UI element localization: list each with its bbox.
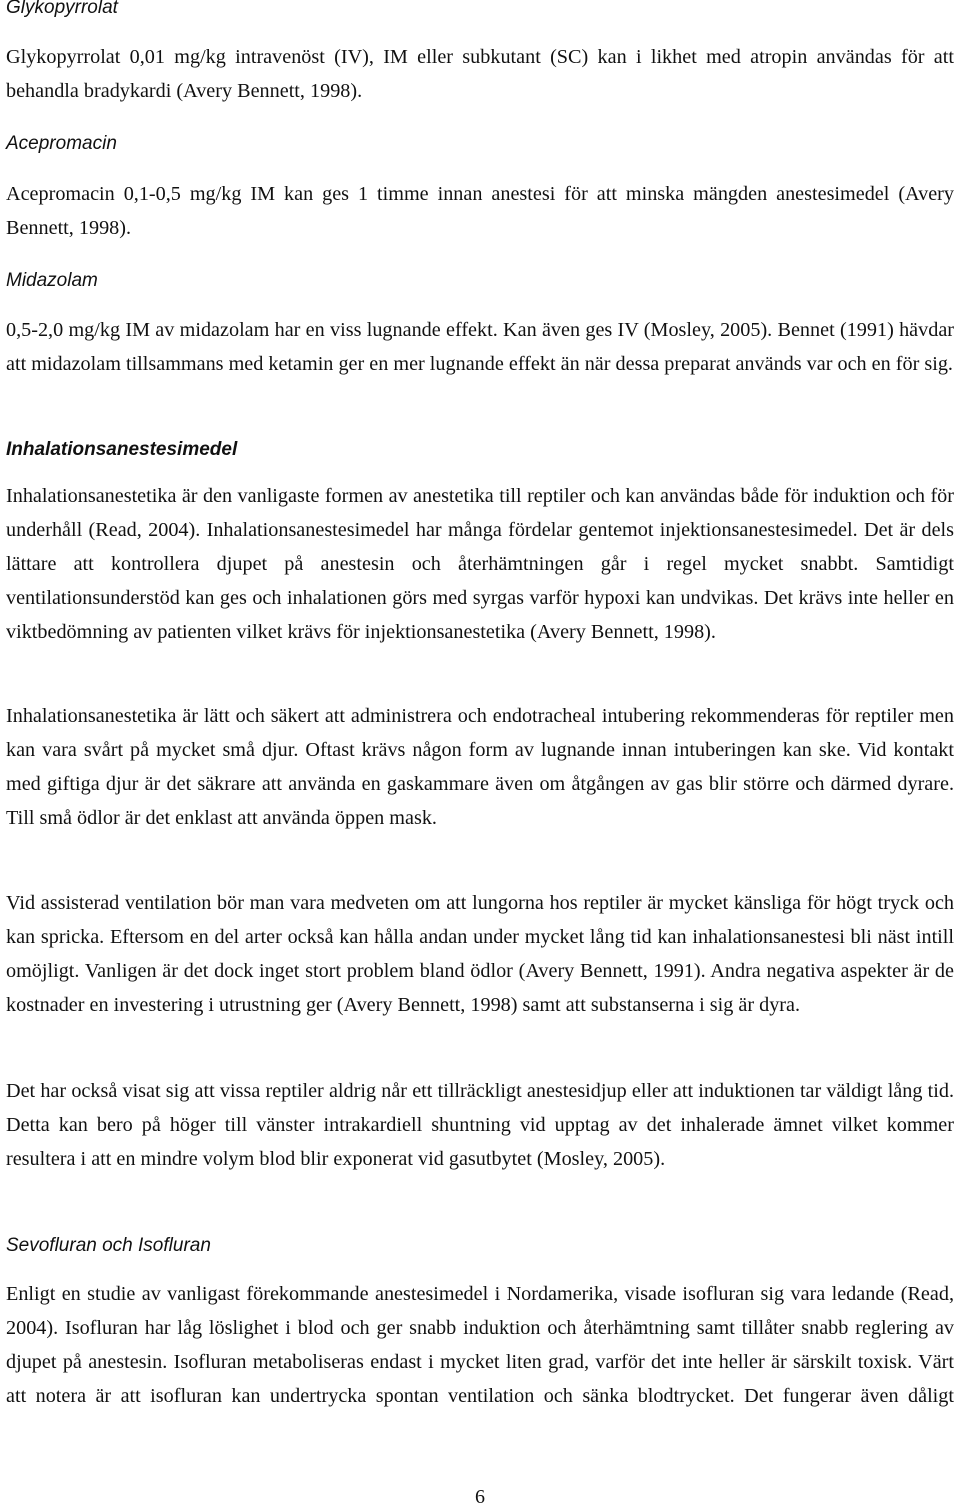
- heading-acepromacin: Acepromacin: [6, 133, 117, 154]
- page-number: 6: [475, 1486, 485, 1508]
- heading-sevofluran-isofluran: Sevofluran och Isofluran: [6, 1235, 211, 1256]
- paragraph-acepromacin: Acepromacin 0,1-0,5 mg/kg IM kan ges 1 timme innan anestesi för att minska mängden anestesimedel (Avery Bennett, 1998).: [6, 183, 954, 239]
- paragraph-inhalation-4: Det har också visat sig att vissa reptiler aldrig når ett tillräckligt anestesidjup eller att induktionen tar väldigt lång tid. Detta kan bero på höger till vänster intrakardiell shuntning vid upptag av det inhalerade ämnet vilket kommer resultera i att en mindre volym blod blir exponerat vid gasutbytet (Mosley, 2005).: [6, 1080, 954, 1170]
- paragraph-inhalation-3: Vid assisterad ventilation bör man vara medveten om att lungorna hos reptiler är mycket känsliga för högt tryck och kan spricka. Eftersom en del arter också kan hålla andan under mycket lång tid kan inhalationsanestesi bli näst intill omöjligt. Vanligen är det dock inget stort problem bland ödlor (Avery Bennett, 1991). Andra negativa aspekter är de kostnader en investering i utrustning ger (Avery Bennett, 1998) samt att substanserna i sig är dyra.: [6, 892, 954, 1016]
- paragraph-glykopyrrolat: Glykopyrrolat 0,01 mg/kg intravenöst (IV), IM eller subkutant (SC) kan i likhet med atropin användas för att behandla bradykardi (Avery Bennett, 1998).: [6, 46, 954, 102]
- heading-glykopyrrolat: Glykopyrrolat: [6, 0, 118, 18]
- heading-midazolam: Midazolam: [6, 270, 98, 291]
- paragraph-inhalation-1: Inhalationsanestetika är den vanligaste formen av anestetika till reptiler och kan användas både för induktion och för underhåll (Read, 2004). Inhalationsanestesimedel har många fördelar gentemot injektionsanestesimedel. Det är dels lättare att kontrollera djupet på anestesin och återhämtningen går i regel mycket snabbt. Samtidigt ventilationsunderstöd kan ges och inhalationen görs med syrgas varför hypoxi kan undvikas. Det krävs inte heller en viktbedömning av patienten vilket krävs för injektionsanestetika (Avery Bennett, 1998).: [6, 485, 954, 643]
- paragraph-midazolam: 0,5-2,0 mg/kg IM av midazolam har en viss lugnande effekt. Kan även ges IV (Mosley, 2005). Bennet (1991) hävdar att midazolam tillsammans med ketamin ger en mer lugnande effekt än när dessa preparat används var och en för sig.: [6, 319, 954, 375]
- paragraph-inhalation-2: Inhalationsanestetika är lätt och säkert att administrera och endotracheal intubering rekommenderas för reptiler men kan vara svårt på mycket små djur. Oftast krävs någon form av lugnande innan intuberingen kan ske. Vid kontakt med giftiga djur är det säkrare att använda en gaskammare även om åtgången av gas blir större och därmed dyrare. Till små ödlor är det enklast att använda öppen mask.: [6, 705, 954, 829]
- heading-inhalationsanestesimedel: Inhalationsanestesimedel: [6, 439, 238, 460]
- paragraph-sevofluran: Enligt en studie av vanligast förekommande anestesimedel i Nordamerika, visade isofluran sig vara ledande (Read, 2004). Isofluran har låg löslighet i blod och ger snabb induktion och återhämtning samt tillåter snabb reglering av djupet på anestesin. Isofluran metaboliseras endast i mycket liten grad, varför det inte heller är särskilt toxisk. Värt att notera är att isofluran kan undertrycka spontan ventilation och sänka blodtrycket. Det fungerar även dåligt: [6, 1283, 954, 1407]
